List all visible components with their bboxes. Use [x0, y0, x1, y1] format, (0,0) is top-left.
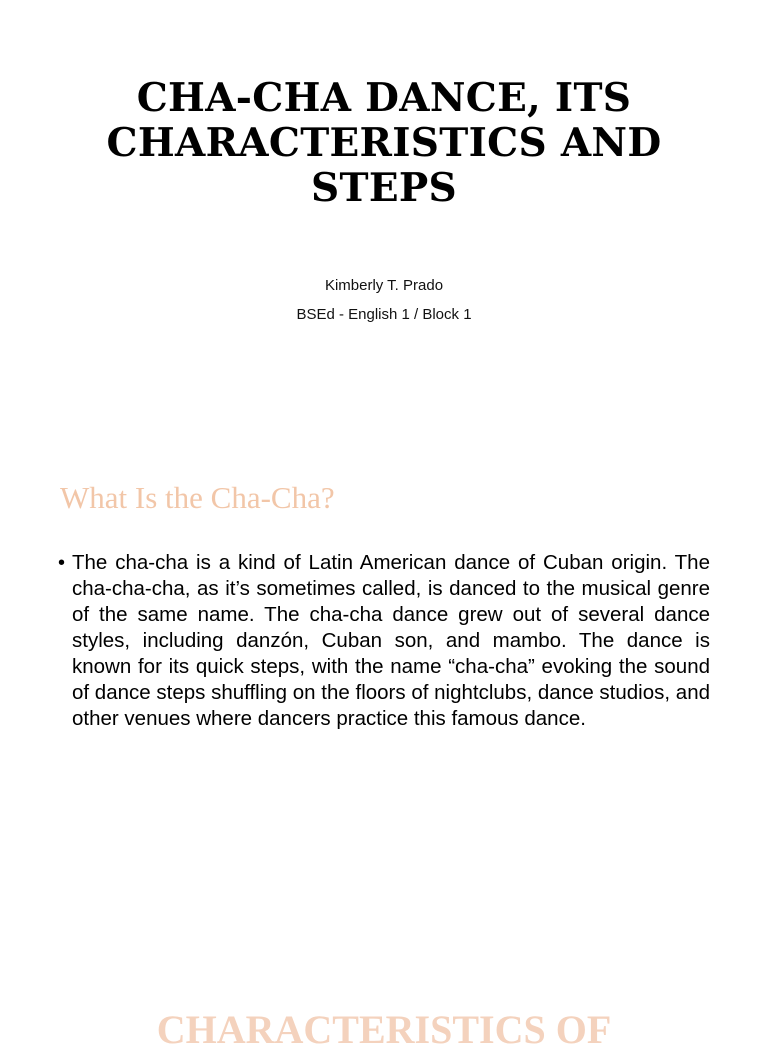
bullet-item	[58, 550, 710, 732]
next-slide-partial	[0, 992, 768, 1052]
bullet-text: The cha-cha is a kind of Latin American dance of Cuban origin. The cha-cha-cha, as it’s sometimes called, is danced to the musical genre of the same name. The cha-cha dance grew out of several dance styles, including danzón, Cuban son, and mambo. The dance is known for its quick steps, with the name “cha-cha” evoking the sound of dance steps shuffling on the floors of nightclubs, dance studios, and other venues where dancers practice this famous dance.	[72, 551, 710, 730]
author-name: Kimberly T. Prado	[324, 277, 444, 294]
course-info: BSEd - English 1 / Block 1	[296, 306, 472, 323]
bullet-icon: •	[58, 552, 66, 574]
section-heading: What Is the Cha-Cha?	[60, 480, 335, 515]
next-slide-title: CHARACTERISTICS OF	[156, 1007, 612, 1052]
content-slide	[0, 432, 768, 992]
title-slide	[0, 0, 768, 432]
slide-title: CHA-CHA DANCE, ITS CHARACTERISTICS AND STEPS	[106, 75, 662, 211]
